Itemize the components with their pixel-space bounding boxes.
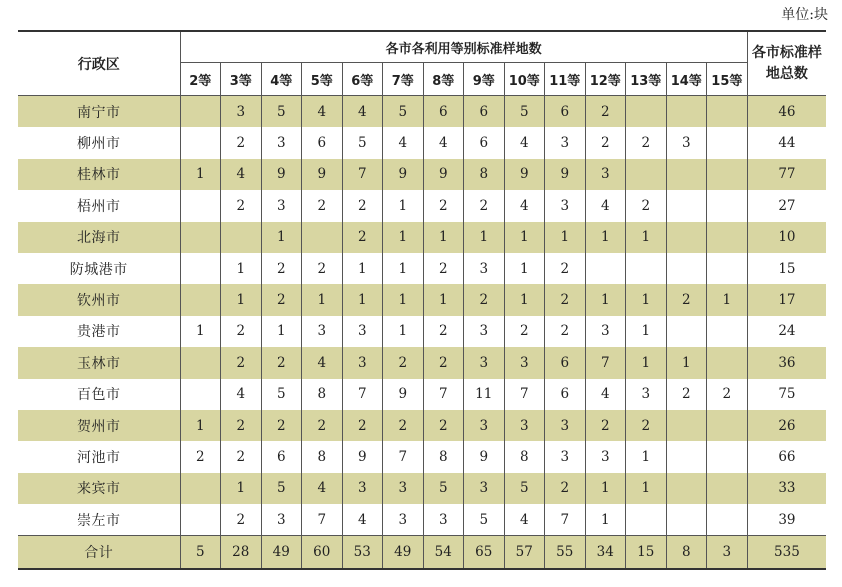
grade-count-cell: 3 <box>666 127 707 158</box>
grade-count-cell: 6 <box>464 96 505 128</box>
table-row <box>18 410 826 441</box>
grade-header-8: 8等 <box>423 63 464 96</box>
grade-count-cell: 1 <box>383 222 424 253</box>
total-cell: 10 <box>747 222 826 253</box>
grade-count-cell: 4 <box>585 379 626 410</box>
grade-count-cell: 3 <box>585 316 626 347</box>
grade-count-cell: 1 <box>626 316 667 347</box>
grade-count-cell: 1 <box>504 253 545 284</box>
grade-count-cell: 8 <box>302 441 343 472</box>
grade-count-cell: 1 <box>504 222 545 253</box>
total-cell: 27 <box>747 190 826 221</box>
grade-count-cell: 2 <box>545 473 586 504</box>
table-row <box>18 96 826 128</box>
grade-count-cell: 4 <box>221 379 262 410</box>
grade-count-cell: 1 <box>383 253 424 284</box>
grade-count-cell <box>302 222 343 253</box>
region-cell: 梧州市 <box>18 190 180 221</box>
grade-count-cell: 3 <box>464 473 505 504</box>
grade-count-cell: 4 <box>302 473 343 504</box>
grade-count-cell: 5 <box>383 96 424 128</box>
grade-count-cell: 7 <box>302 504 343 536</box>
grade-count-cell: 3 <box>545 190 586 221</box>
grade-count-cell <box>180 379 221 410</box>
unit-label: 单位:块 <box>781 7 828 23</box>
grade-count-cell: 55 <box>545 536 586 569</box>
grade-count-cell: 1 <box>221 284 262 315</box>
grade-count-cell <box>707 504 748 536</box>
grade-count-cell: 3 <box>261 190 302 221</box>
grade-count-cell: 2 <box>221 316 262 347</box>
grade-count-cell <box>666 410 707 441</box>
grade-count-cell: 3 <box>707 536 748 569</box>
grade-count-cell: 1 <box>342 253 383 284</box>
grade-count-cell <box>666 441 707 472</box>
grade-count-cell: 1 <box>626 473 667 504</box>
total-cell: 535 <box>747 536 826 569</box>
grade-count-cell: 6 <box>261 441 302 472</box>
grade-count-cell: 7 <box>423 379 464 410</box>
grade-count-cell <box>707 222 748 253</box>
grade-count-cell: 8 <box>464 159 505 190</box>
grade-count-cell: 2 <box>342 410 383 441</box>
grade-count-cell: 3 <box>585 441 626 472</box>
grade-count-cell: 5 <box>504 96 545 128</box>
grade-count-cell: 1 <box>585 284 626 315</box>
grade-header-9: 9等 <box>464 63 505 96</box>
table-row <box>18 190 826 221</box>
grade-count-cell: 1 <box>261 222 302 253</box>
grade-count-cell <box>626 504 667 536</box>
total-cell: 66 <box>747 441 826 472</box>
table-row <box>18 441 826 472</box>
grade-count-cell: 1 <box>626 347 667 378</box>
grade-count-cell: 2 <box>423 410 464 441</box>
grade-count-cell: 4 <box>423 127 464 158</box>
grade-count-cell: 8 <box>302 379 343 410</box>
table-row <box>18 536 826 569</box>
grade-count-cell: 6 <box>545 96 586 128</box>
grade-count-cell: 2 <box>221 410 262 441</box>
grade-count-cell <box>180 473 221 504</box>
grade-count-cell <box>180 96 221 128</box>
table-header <box>18 31 826 96</box>
grade-count-cell: 3 <box>464 253 505 284</box>
grade-count-cell: 11 <box>464 379 505 410</box>
grade-count-cell: 3 <box>261 127 302 158</box>
grade-header-15: 15等 <box>707 63 748 96</box>
grade-count-cell: 1 <box>585 222 626 253</box>
grade-count-cell <box>666 473 707 504</box>
grade-count-cell: 9 <box>302 159 343 190</box>
grade-count-cell: 4 <box>585 190 626 221</box>
grade-header-4: 4等 <box>261 63 302 96</box>
grade-count-cell <box>707 190 748 221</box>
grade-count-cell: 6 <box>545 379 586 410</box>
grade-count-cell: 7 <box>504 379 545 410</box>
region-cell: 河池市 <box>18 441 180 472</box>
grade-count-cell: 3 <box>545 441 586 472</box>
grade-count-cell: 7 <box>585 347 626 378</box>
grade-count-cell: 5 <box>504 473 545 504</box>
region-header: 行政区 <box>18 31 180 96</box>
grade-count-cell: 2 <box>261 284 302 315</box>
grade-count-cell: 1 <box>585 504 626 536</box>
grade-count-cell: 4 <box>383 127 424 158</box>
table-row <box>18 127 826 158</box>
grade-count-cell: 8 <box>423 441 464 472</box>
grade-count-cell: 2 <box>545 316 586 347</box>
grade-count-cell <box>666 504 707 536</box>
grade-header-6: 6等 <box>342 63 383 96</box>
grade-count-cell <box>707 473 748 504</box>
grade-count-cell: 9 <box>423 159 464 190</box>
table-row <box>18 379 826 410</box>
table-row <box>18 159 826 190</box>
grade-count-cell: 9 <box>383 159 424 190</box>
grade-count-cell: 1 <box>545 222 586 253</box>
region-cell: 贺州市 <box>18 410 180 441</box>
grade-count-cell: 2 <box>626 410 667 441</box>
total-cell: 26 <box>747 410 826 441</box>
grade-count-cell: 4 <box>504 190 545 221</box>
grade-count-cell: 4 <box>504 504 545 536</box>
grade-count-cell: 3 <box>464 316 505 347</box>
grade-count-cell: 4 <box>342 504 383 536</box>
total-cell: 33 <box>747 473 826 504</box>
grade-count-cell <box>585 253 626 284</box>
grade-count-cell: 1 <box>221 253 262 284</box>
grade-count-cell <box>180 127 221 158</box>
grade-header-14: 14等 <box>666 63 707 96</box>
grade-count-cell: 3 <box>342 316 383 347</box>
grade-count-cell: 2 <box>585 96 626 128</box>
grade-count-cell: 9 <box>545 159 586 190</box>
grade-count-cell: 2 <box>302 410 343 441</box>
grade-count-cell: 2 <box>261 347 302 378</box>
grade-count-cell: 3 <box>342 347 383 378</box>
grade-count-cell: 1 <box>302 284 343 315</box>
grade-count-cell: 57 <box>504 536 545 569</box>
grade-count-cell: 2 <box>666 379 707 410</box>
grade-count-cell: 1 <box>626 441 667 472</box>
grade-count-cell: 2 <box>464 190 505 221</box>
grade-count-cell: 2 <box>626 127 667 158</box>
grade-count-cell: 2 <box>423 316 464 347</box>
grade-header-13: 13等 <box>626 63 667 96</box>
total-cell: 36 <box>747 347 826 378</box>
grade-count-cell: 1 <box>383 316 424 347</box>
grade-count-cell <box>180 347 221 378</box>
total-header: 各市标准样地总数 <box>747 31 826 96</box>
grade-count-cell: 2 <box>221 190 262 221</box>
grade-count-cell: 8 <box>666 536 707 569</box>
grade-count-cell: 4 <box>221 159 262 190</box>
grade-count-cell: 1 <box>464 222 505 253</box>
grade-header-10: 10等 <box>504 63 545 96</box>
grade-count-cell: 3 <box>221 96 262 128</box>
grade-count-cell: 2 <box>180 441 221 472</box>
grade-count-cell: 5 <box>342 127 383 158</box>
grade-count-cell: 34 <box>585 536 626 569</box>
grade-count-cell: 2 <box>221 441 262 472</box>
grade-count-cell <box>180 504 221 536</box>
region-cell: 来宾市 <box>18 473 180 504</box>
total-cell: 39 <box>747 504 826 536</box>
region-cell: 钦州市 <box>18 284 180 315</box>
grade-count-cell <box>707 253 748 284</box>
grade-count-cell: 3 <box>423 504 464 536</box>
grade-count-cell: 1 <box>666 347 707 378</box>
region-cell: 玉林市 <box>18 347 180 378</box>
grade-count-cell: 1 <box>383 190 424 221</box>
grade-count-cell <box>707 316 748 347</box>
total-cell: 46 <box>747 96 826 128</box>
grade-count-cell: 15 <box>626 536 667 569</box>
table-row <box>18 347 826 378</box>
table-body <box>18 96 826 569</box>
grade-count-cell: 2 <box>585 127 626 158</box>
grade-count-cell: 3 <box>504 347 545 378</box>
grade-header-12: 12等 <box>585 63 626 96</box>
grade-count-cell: 3 <box>464 347 505 378</box>
grade-count-cell: 1 <box>261 316 302 347</box>
grade-count-cell: 53 <box>342 536 383 569</box>
grade-header-7: 7等 <box>383 63 424 96</box>
table-row <box>18 253 826 284</box>
grade-count-cell: 3 <box>383 504 424 536</box>
grade-count-cell: 54 <box>423 536 464 569</box>
grade-count-cell: 1 <box>180 410 221 441</box>
region-cell: 北海市 <box>18 222 180 253</box>
grade-count-cell: 2 <box>423 253 464 284</box>
region-cell: 防城港市 <box>18 253 180 284</box>
grade-count-cell <box>707 159 748 190</box>
grade-count-cell: 1 <box>423 222 464 253</box>
grade-count-cell: 7 <box>342 379 383 410</box>
grade-count-cell <box>666 316 707 347</box>
grade-count-cell <box>221 222 262 253</box>
grade-count-cell: 1 <box>707 284 748 315</box>
grade-count-cell: 2 <box>261 410 302 441</box>
grade-count-cell: 60 <box>302 536 343 569</box>
grade-count-cell: 3 <box>626 379 667 410</box>
grade-count-cell <box>707 127 748 158</box>
grade-count-cell: 3 <box>302 316 343 347</box>
region-cell: 桂林市 <box>18 159 180 190</box>
grade-count-cell: 1 <box>180 159 221 190</box>
grade-count-cell: 1 <box>585 473 626 504</box>
grade-group-header: 各市各利用等别标准样地数 <box>180 31 747 63</box>
grade-count-cell: 3 <box>261 504 302 536</box>
region-cell: 百色市 <box>18 379 180 410</box>
total-cell: 44 <box>747 127 826 158</box>
grade-count-cell <box>180 190 221 221</box>
grade-count-cell <box>707 410 748 441</box>
grade-count-cell: 3 <box>585 159 626 190</box>
grade-count-cell: 5 <box>464 504 505 536</box>
grade-count-cell <box>666 222 707 253</box>
grade-count-cell: 2 <box>626 190 667 221</box>
grade-table <box>18 30 826 570</box>
total-cell: 17 <box>747 284 826 315</box>
grade-count-cell: 2 <box>221 504 262 536</box>
grade-count-cell: 2 <box>545 284 586 315</box>
grade-count-cell <box>707 347 748 378</box>
grade-count-cell: 65 <box>464 536 505 569</box>
grade-count-cell: 2 <box>342 190 383 221</box>
grade-count-cell: 2 <box>423 347 464 378</box>
grade-count-cell <box>666 253 707 284</box>
table-row <box>18 316 826 347</box>
grade-count-cell: 2 <box>221 347 262 378</box>
grade-count-cell <box>626 96 667 128</box>
grade-count-cell: 7 <box>342 159 383 190</box>
grade-count-cell: 9 <box>464 441 505 472</box>
grade-count-cell: 4 <box>302 347 343 378</box>
grade-count-cell <box>666 190 707 221</box>
grade-count-cell: 1 <box>221 473 262 504</box>
table-row <box>18 284 826 315</box>
grade-count-cell: 3 <box>464 410 505 441</box>
grade-count-cell: 9 <box>383 379 424 410</box>
grade-count-cell: 5 <box>261 473 302 504</box>
grade-count-cell: 2 <box>464 284 505 315</box>
grade-count-cell: 6 <box>464 127 505 158</box>
grade-count-cell: 2 <box>342 222 383 253</box>
grade-count-cell: 6 <box>545 347 586 378</box>
grade-count-cell: 1 <box>626 284 667 315</box>
grade-count-cell: 2 <box>302 190 343 221</box>
grade-count-cell: 5 <box>261 96 302 128</box>
grade-count-cell: 2 <box>261 253 302 284</box>
grade-count-cell: 3 <box>342 473 383 504</box>
grade-count-cell <box>626 159 667 190</box>
grade-count-cell: 2 <box>504 316 545 347</box>
grade-count-cell: 4 <box>302 96 343 128</box>
grade-count-cell: 1 <box>504 284 545 315</box>
total-cell: 15 <box>747 253 826 284</box>
grade-count-cell: 2 <box>302 253 343 284</box>
grade-count-cell: 6 <box>302 127 343 158</box>
grade-header-3: 3等 <box>221 63 262 96</box>
total-cell: 75 <box>747 379 826 410</box>
grade-count-cell: 1 <box>626 222 667 253</box>
grade-count-cell: 1 <box>342 284 383 315</box>
grade-count-cell: 4 <box>504 127 545 158</box>
grade-count-cell: 2 <box>545 253 586 284</box>
grade-count-cell: 5 <box>423 473 464 504</box>
grade-count-cell: 9 <box>261 159 302 190</box>
region-cell: 崇左市 <box>18 504 180 536</box>
grade-count-cell <box>707 96 748 128</box>
region-cell: 南宁市 <box>18 96 180 128</box>
grade-count-cell <box>666 159 707 190</box>
grade-count-cell <box>180 222 221 253</box>
grade-header-11: 11等 <box>545 63 586 96</box>
grade-count-cell: 3 <box>545 127 586 158</box>
table-row <box>18 473 826 504</box>
grade-count-cell <box>180 253 221 284</box>
grade-count-cell: 1 <box>180 316 221 347</box>
grade-count-cell: 1 <box>383 284 424 315</box>
grade-count-cell: 49 <box>383 536 424 569</box>
total-cell: 77 <box>747 159 826 190</box>
total-cell: 24 <box>747 316 826 347</box>
grade-count-cell: 4 <box>342 96 383 128</box>
grade-count-cell: 2 <box>383 410 424 441</box>
grade-count-cell: 9 <box>342 441 383 472</box>
grade-count-cell: 7 <box>545 504 586 536</box>
grade-count-cell: 2 <box>423 190 464 221</box>
grade-header-2: 2等 <box>180 63 221 96</box>
grade-count-cell: 3 <box>504 410 545 441</box>
grade-count-cell: 2 <box>707 379 748 410</box>
grade-count-cell: 6 <box>423 96 464 128</box>
grade-count-cell <box>707 441 748 472</box>
grade-count-cell: 28 <box>221 536 262 569</box>
grade-count-cell: 3 <box>383 473 424 504</box>
grade-count-cell: 3 <box>545 410 586 441</box>
table-row <box>18 504 826 536</box>
grade-count-cell <box>666 96 707 128</box>
grade-count-cell: 2 <box>666 284 707 315</box>
grade-count-cell: 9 <box>504 159 545 190</box>
grade-count-cell: 2 <box>383 347 424 378</box>
grade-count-cell: 7 <box>383 441 424 472</box>
region-cell: 贵港市 <box>18 316 180 347</box>
grade-count-cell: 2 <box>221 127 262 158</box>
grade-count-cell <box>626 253 667 284</box>
grade-count-cell: 2 <box>585 410 626 441</box>
grade-count-cell: 5 <box>180 536 221 569</box>
grade-header-5: 5等 <box>302 63 343 96</box>
grade-count-cell: 8 <box>504 441 545 472</box>
grade-count-cell <box>180 284 221 315</box>
grade-count-cell: 1 <box>423 284 464 315</box>
region-cell: 柳州市 <box>18 127 180 158</box>
table-row <box>18 222 826 253</box>
region-cell: 合计 <box>18 536 180 569</box>
grade-count-cell: 49 <box>261 536 302 569</box>
grade-count-cell: 5 <box>261 379 302 410</box>
